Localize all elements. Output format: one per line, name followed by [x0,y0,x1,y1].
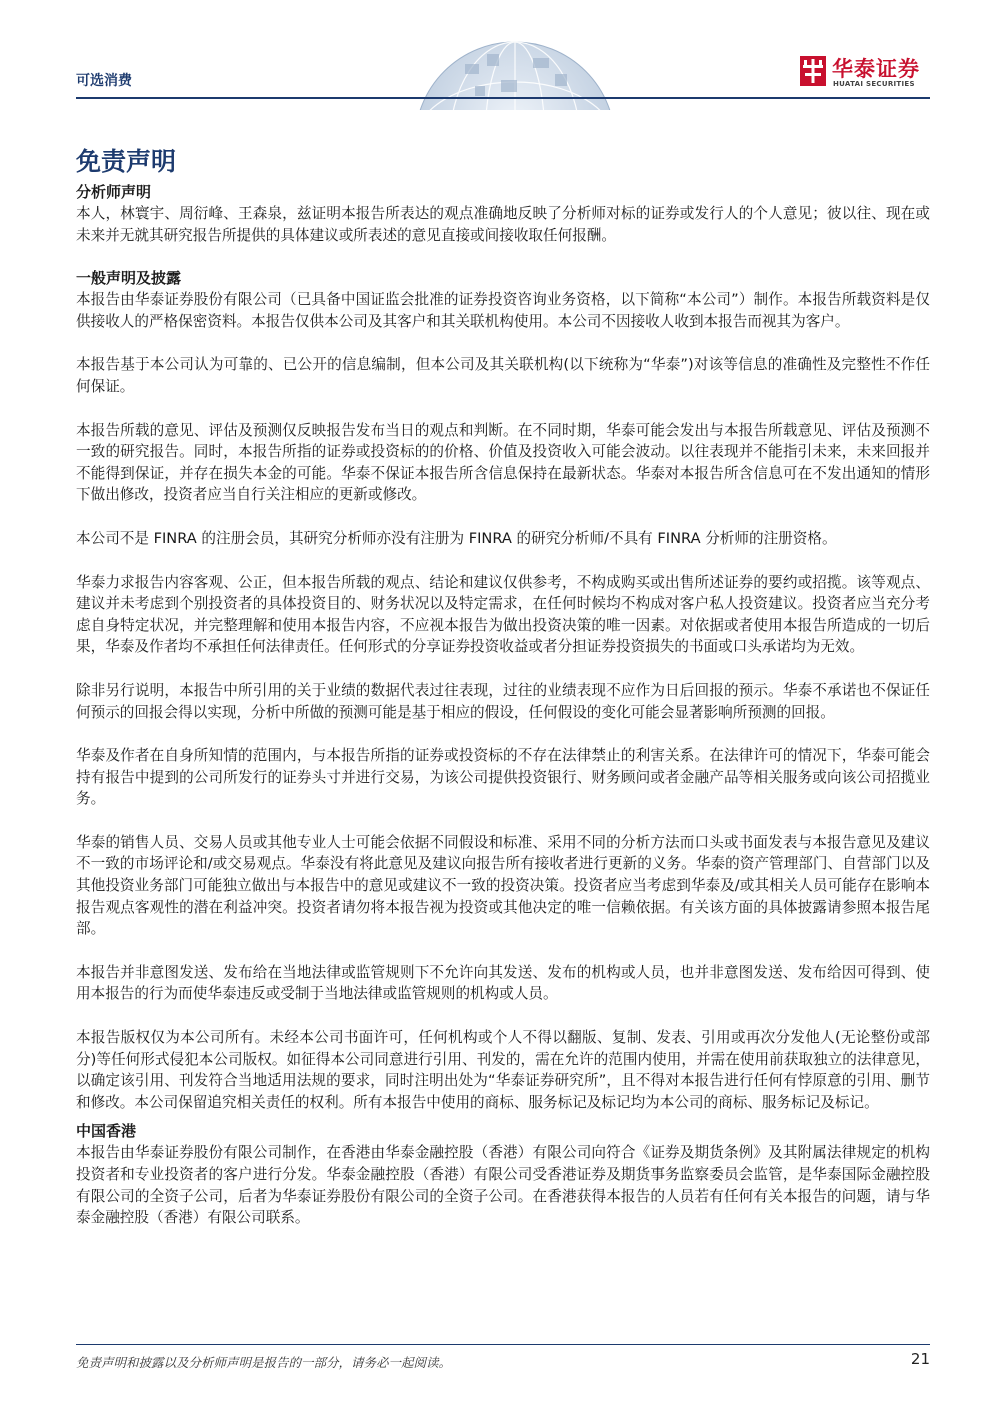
section-heading: 中国香港 [76,1122,137,1141]
paragraph: 除非另行说明，本报告中所引用的关于业绩的数据代表过往表现，过往的业绩表现不应作为日后回报的预示。华泰不承诺也不保证任何预示的回报会得以实现，分析中所做的预测可能是基于相应的假设，任何假设的变化可能会显著影响所预测的回报。 [76,681,930,721]
paragraph: 本公司不是 FINRA 的注册会员，其研究分析师亦没有注册为 FINRA 的研究分析师/不具有 FINRA 分析师的注册资格。 [76,529,837,547]
page-number: 21 [910,1350,930,1368]
paragraph: 本报告基于本公司认为可靠的、已公开的信息编制，但本公司及其关联机构(以下统称为“华泰”)对该等信息的准确性及完整性不作任何保证。 [76,356,930,395]
paragraph: 本报告并非意图发送、发布给在当地法律或监管规则下不允许向其发送、发布的机构或人员，也并非意图发送、发布给因可得到、使用本报告的行为而使华泰违反或受制于当地法律或监管规则的机构或人员。 [76,963,930,1003]
section-general-disclosure [76,268,930,1113]
page-title: 免责声明 [76,147,177,176]
paragraph: 本报告版权仅为本公司所有。未经本公司书面许可，任何机构或个人不得以翻版、复制、发表、引用或再次分发他人(无论整份或部分)等任何形式侵犯本公司版权。如征得本公司同意进行引用、刊发的，需在允许的范围内使用，并需在使用前获取独立的法律意见，以确定该引用、刊发符合当地适用法规的要求，同时注明出处为“华泰证券研究所”，且不得对本报告进行任何有悖原意的引用、删节和修改。本公司保留追究相关责任的权利。所有本报告中使用的商标、服务标记及标记均为本公司的商标、服务标记及标记。 [76,1029,930,1111]
footer-divider [76,1344,930,1345]
paragraph: 本报告由华泰证券股份有限公司制作，在香港由华泰金融控股（香港）有限公司向符合《证券及期货条例》及其附属法律规定的机构投资者和专业投资者的客户进行分发。华泰金融控股（香港）有限公司受香港证券及期货事务监察委员会监管，是华泰国际金融控股有限公司的全资子公司，后者为华泰证券股份有限公司的全资子公司。在香港获得本报告的人员若有任何有关本报告的问题，请与华泰金融控股（香港）有限公司联系。 [76,1144,930,1227]
brand-name-en: HUATAI SECURITIES [833,80,915,88]
page-header [0,0,1000,110]
section-analyst-statement [76,182,930,246]
footer-note: 免责声明和披露以及分析师声明是报告的一部分，请务必一起阅读。 [76,1355,452,1370]
section-hong-kong [76,1121,930,1228]
paragraph: 华泰的销售人员、交易人员或其他专业人士可能会依据不同假设和标准、采用不同的分析方法而口头或书面发表与本报告意见及建议不一致的市场评论和/或交易观点。华泰没有将此意见及建议向报告所有接收者进行更新的义务。华泰的资产管理部门、自营部门以及其他投资业务部门可能独立做出与本报告中的意见或建议不一致的投资决策。投资者应当考虑到华泰及/或其相关人员可能存在影响本报告观点客观性的潜在利益冲突。投资者请勿将本报告视为投资或其他决定的唯一信赖依据。有关该方面的具体披露请参照本报告尾部。 [76,833,930,938]
huatai-logo-icon [800,56,826,86]
header-divider [76,97,930,99]
paragraph: 本报告所载的意见、评估及预测仅反映报告发布当日的观点和判断。在不同时期，华泰可能会发出与本报告所载意见、评估及预测不一致的研究报告。同时，本报告所指的证券或投资标的的价格、价值及投资收入可能会波动。以往表现并不能指引未来，未来回报并不能得到保证，并存在损失本金的可能。华泰不保证本报告所含信息保持在最新状态。华泰对本报告所含信息可在不发出通知的情形下做出修改，投资者应当自行关注相应的更新或修改。 [76,421,930,504]
brand-name-cn: 华泰证券 [832,57,920,81]
paragraph: 本报告由华泰证券股份有限公司（已具备中国证监会批准的证券投资咨询业务资格，以下简称“本公司”）制作。本报告所载资料是仅供接收人的严格保密资料。本报告仅供本公司及其客户和其关联机构使用。本公司不因接收人收到本报告而视其为客户。 [76,291,930,330]
section-heading: 一般声明及披露 [76,269,182,288]
paragraph: 本人，林寰宇、周衍峰、王森泉，兹证明本报告所表达的观点准确地反映了分析师对标的证券或发行人的个人意见；彼以往、现在或未来并无就其研究报告所提供的具体建议或所表述的意见直接或间接收取任何报酬。 [76,205,930,244]
paragraph: 华泰及作者在自身所知情的范围内，与本报告所指的证券或投资标的不存在法律禁止的利害关系。在法律许可的情况下，华泰可能会持有报告中提到的公司所发行的证券头寸并进行交易，为该公司提供投资银行、财务顾问或者金融产品等相关服务或向该公司招揽业务。 [76,747,930,808]
brand-logo-block [800,52,930,92]
disclaimer-content [76,182,930,1251]
section-tag: 可选消费 [76,73,132,89]
section-heading: 分析师声明 [76,183,152,201]
paragraph: 华泰力求报告内容客观、公正，但本报告所载的观点、结论和建议仅供参考，不构成购买或出售所述证券的要约或招揽。该等观点、建议并未考虑到个别投资者的具体投资目的、财务状况以及特定需求，在任何时候均不构成对客户私人投资建议。投资者应当充分考虑自身特定状况，并完整理解和使用本报告内容，不应视本报告为做出投资决策的唯一因素。对依据或者使用本报告所造成的一切后果，华泰及作者均不承担任何法律责任。任何形式的分享证券投资收益或者分担证券投资损失的书面或口头承诺均为无效。 [76,573,930,656]
